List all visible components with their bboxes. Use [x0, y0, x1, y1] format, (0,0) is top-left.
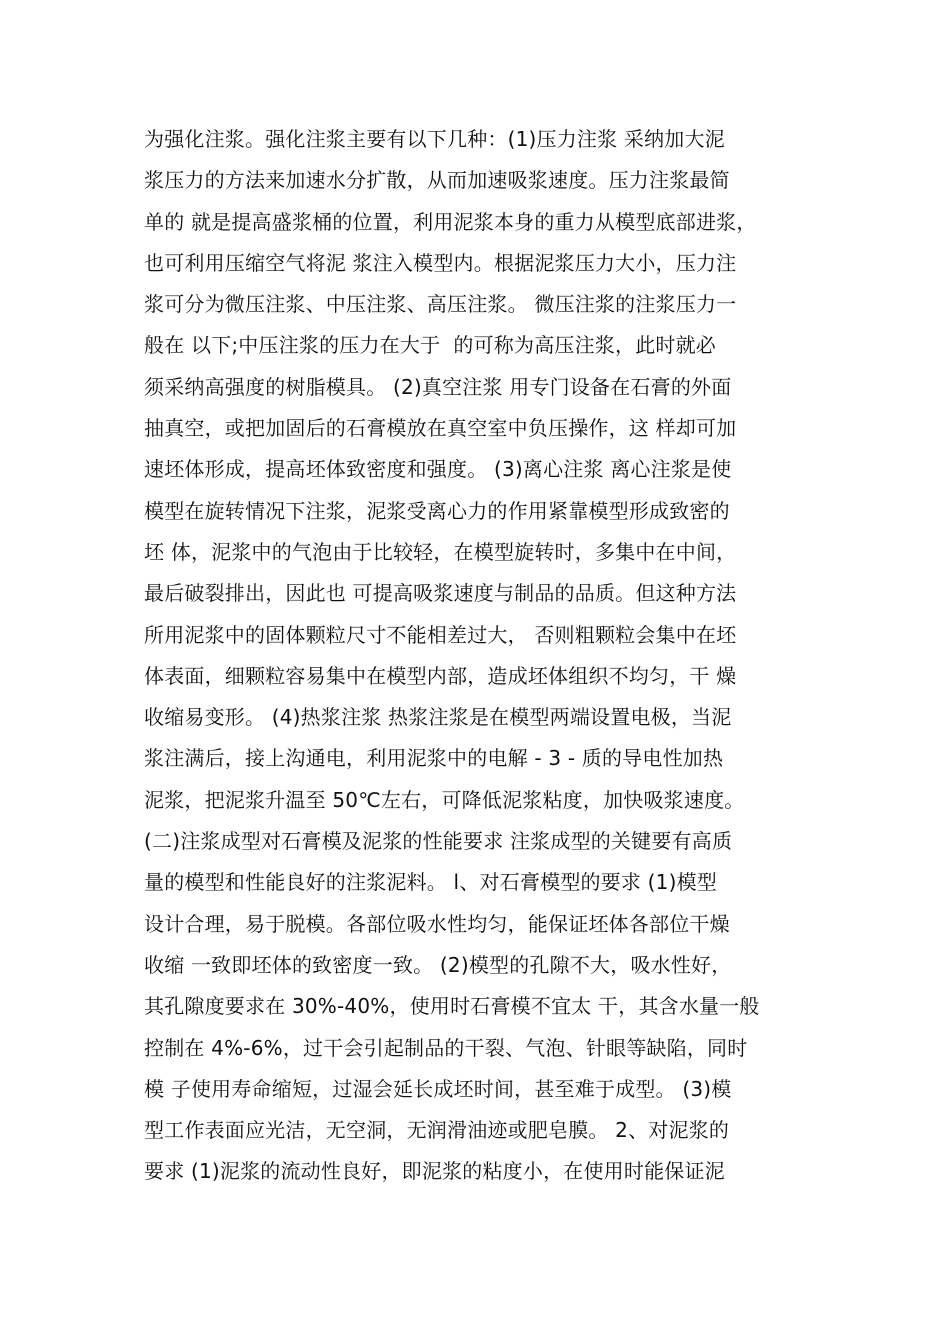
text-line-16: 浆注满后，接上沟通电，利用泥浆中的电解 - 3 - 质的导电性加热 [144, 746, 724, 771]
text-line-23: 控制在 4%-6%，过干会引起制品的干裂、气泡、针眼等缺陷，同时 [144, 1035, 748, 1060]
text-line-6: 般在 以下;中压注浆的压力在大于 的可称为高压注浆，此时就必 [144, 333, 717, 358]
text-line-1: 为强化注浆。强化注浆主要有以下几种：(1)压力注浆 采纳加大泥 [144, 127, 725, 151]
text-line-18: (二)注浆成型对石膏模及泥浆的性能要求 注浆成型的关键要有高质 [144, 829, 733, 854]
text-line-5: 浆可分为微压注浆、中压注浆、高压注浆。 微压注浆的注浆压力一 [144, 292, 737, 317]
text-line-11: 坯 体，泥浆中的气泡由于比较轻，在模型旋转时，多集中在中间， [144, 539, 737, 564]
text-line-22: 其孔隙度要求在 30%-40%，使用时石膏模不宜太 干，其含水量一般 [144, 994, 760, 1019]
text-line-14: 体表面，细颗粒容易集中在模型内部，造成坯体组织不均匀，干 燥 [144, 663, 737, 688]
text-line-13: 所用泥浆中的固体颗粒尺寸不能相差过大， 否则粗颗粒会集中在坯 [144, 622, 737, 647]
text-line-3: 单的 就是提高盛浆桶的位置，利用泥浆本身的重力从模型底部进浆， [144, 209, 757, 234]
text-line-20: 设计合理，易于脱模。各部位吸水性均匀，能保证坯体各部位干燥 [144, 911, 730, 936]
text-line-21: 收缩 一致即坯体的致密度一致。 (2)模型的孔隙不大，吸水性好， [144, 952, 732, 977]
text-line-4: 也可利用压缩空气将泥 浆注入模型内。根据泥浆压力大小，压力注 [144, 250, 737, 275]
text-line-24: 模 子使用寿命缩短，过湿会延长成坯时间，甚至难于成型。 (3)模 [144, 1076, 732, 1101]
text-line-10: 模型在旋转情况下注浆，泥浆受离心力的作用紧靠模型形成致密的 [144, 498, 730, 523]
text-line-2: 浆压力的方法来加速水分扩散，从而加速吸浆速度。压力注浆最简 [144, 168, 730, 193]
text-line-15: 收缩易变形。 (4)热浆注浆 热浆注浆是在模型两端设置电极，当泥 [144, 705, 732, 730]
text-line-25: 型工作表面应光洁，无空洞，无润滑油迹或肥皂膜。 2、对泥浆的 [144, 1118, 730, 1143]
body-text [144, 119, 824, 1193]
text-line-7: 须采纳高强度的树脂模具。 (2)真空注浆 用专门设备在石膏的外面 [144, 374, 732, 399]
text-line-26: 要求 (1)泥浆的流动性良好，即泥浆的粘度小，在使用时能保证泥 [144, 1159, 725, 1184]
text-line-8: 抽真空，或把加固后的石膏模放在真空室中负压操作，这 样却可加 [144, 416, 737, 441]
text-line-17: 泥浆，把泥浆升温至 50℃左右，可降低泥浆粘度，加快吸浆速度。 [144, 787, 745, 812]
text-line-9: 速坯体形成，提高坯体致密度和强度。 (3)离心注浆 离心注浆是使 [144, 457, 732, 482]
text-line-12: 最后破裂排出，因此也 可提高吸浆速度与制品的品质。但这种方法 [144, 581, 737, 606]
text-line-19: 量的模型和性能良好的注浆泥料。 l、对石膏模型的要求 (1)模型 [144, 870, 718, 895]
